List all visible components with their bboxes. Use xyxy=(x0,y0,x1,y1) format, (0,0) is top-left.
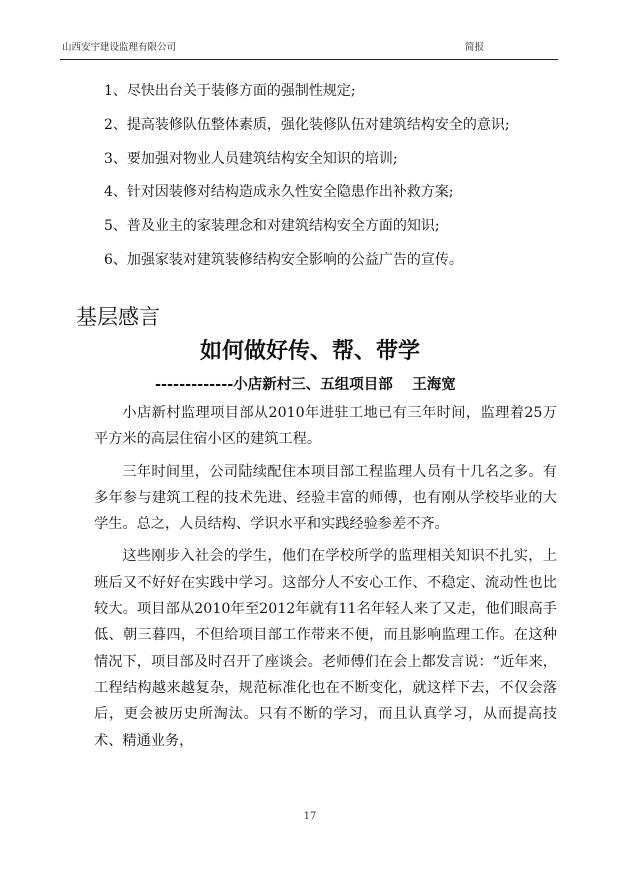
list-item: 5、普及业主的家装理念和对建筑结构安全方面的知识; xyxy=(104,218,440,235)
body-paragraph: 小店新村监理项目部从2010年进驻工地已有三年时间，监理着25万平方米的高层住宿小区的建筑工程。 xyxy=(94,405,557,448)
list-item: 2、提高装修队伍整体素质，强化装修队伍对建筑结构安全的意识; xyxy=(104,116,510,133)
page-number: 17 xyxy=(303,811,317,822)
recommendation-list xyxy=(104,80,574,283)
page-header xyxy=(60,41,558,60)
article-body xyxy=(94,400,557,760)
header-document-type: 简报 xyxy=(465,42,485,53)
list-item: 4、针对因装修对结构造成永久性安全隐患作出补救方案; xyxy=(104,184,454,201)
body-paragraph: 三年时间里，公司陆续配住本项目部工程监理人员有十几名之多。有多年参与建筑工程的技术先进、经验丰富的师傅，也有刚从学校毕业的大学生。总之，人员结构、学识水平和实践经验参差不齐。 xyxy=(94,463,557,533)
body-paragraph: 这些刚步入社会的学生，他们在学校所学的监理相关知识不扎实，上班后又不好好在实践中学习。这部分人不安心工作、不稳定、流动性也比较大。项目部从2010年至2012年就有11名年轻人来了又走，他们眼高手低、朝三暮四，不但给项目部工作带来不便，而且影响监理工作。在这种情况下，项目部及时召开了座谈会。老师傅们在会上都发言说：“近年来，工程结构越来越复杂，规范标准化也在不断变化，就这样下去，不仅会落后，更会被历史所淘汰。只有不断的学习，而且认真学习，从而提高技术、精通业务， xyxy=(94,548,557,749)
article-title: 如何做好传、帮、带学 xyxy=(199,339,420,364)
list-item: 1、尽快出台关于装修方面的强制性规定; xyxy=(104,83,356,99)
header-company-name: 山西安宇建设监理有限公司 xyxy=(62,42,177,53)
list-item: 3、要加强对物业人员建筑结构安全知识的培训; xyxy=(104,150,398,167)
list-item: 6、加强家装对建筑装修结构安全影响的公益广告的宣传。 xyxy=(104,251,463,268)
section-heading: 基层感言 xyxy=(76,305,160,329)
article-byline: -------------小店新村三、五组项目部 王海宽 xyxy=(155,377,456,393)
